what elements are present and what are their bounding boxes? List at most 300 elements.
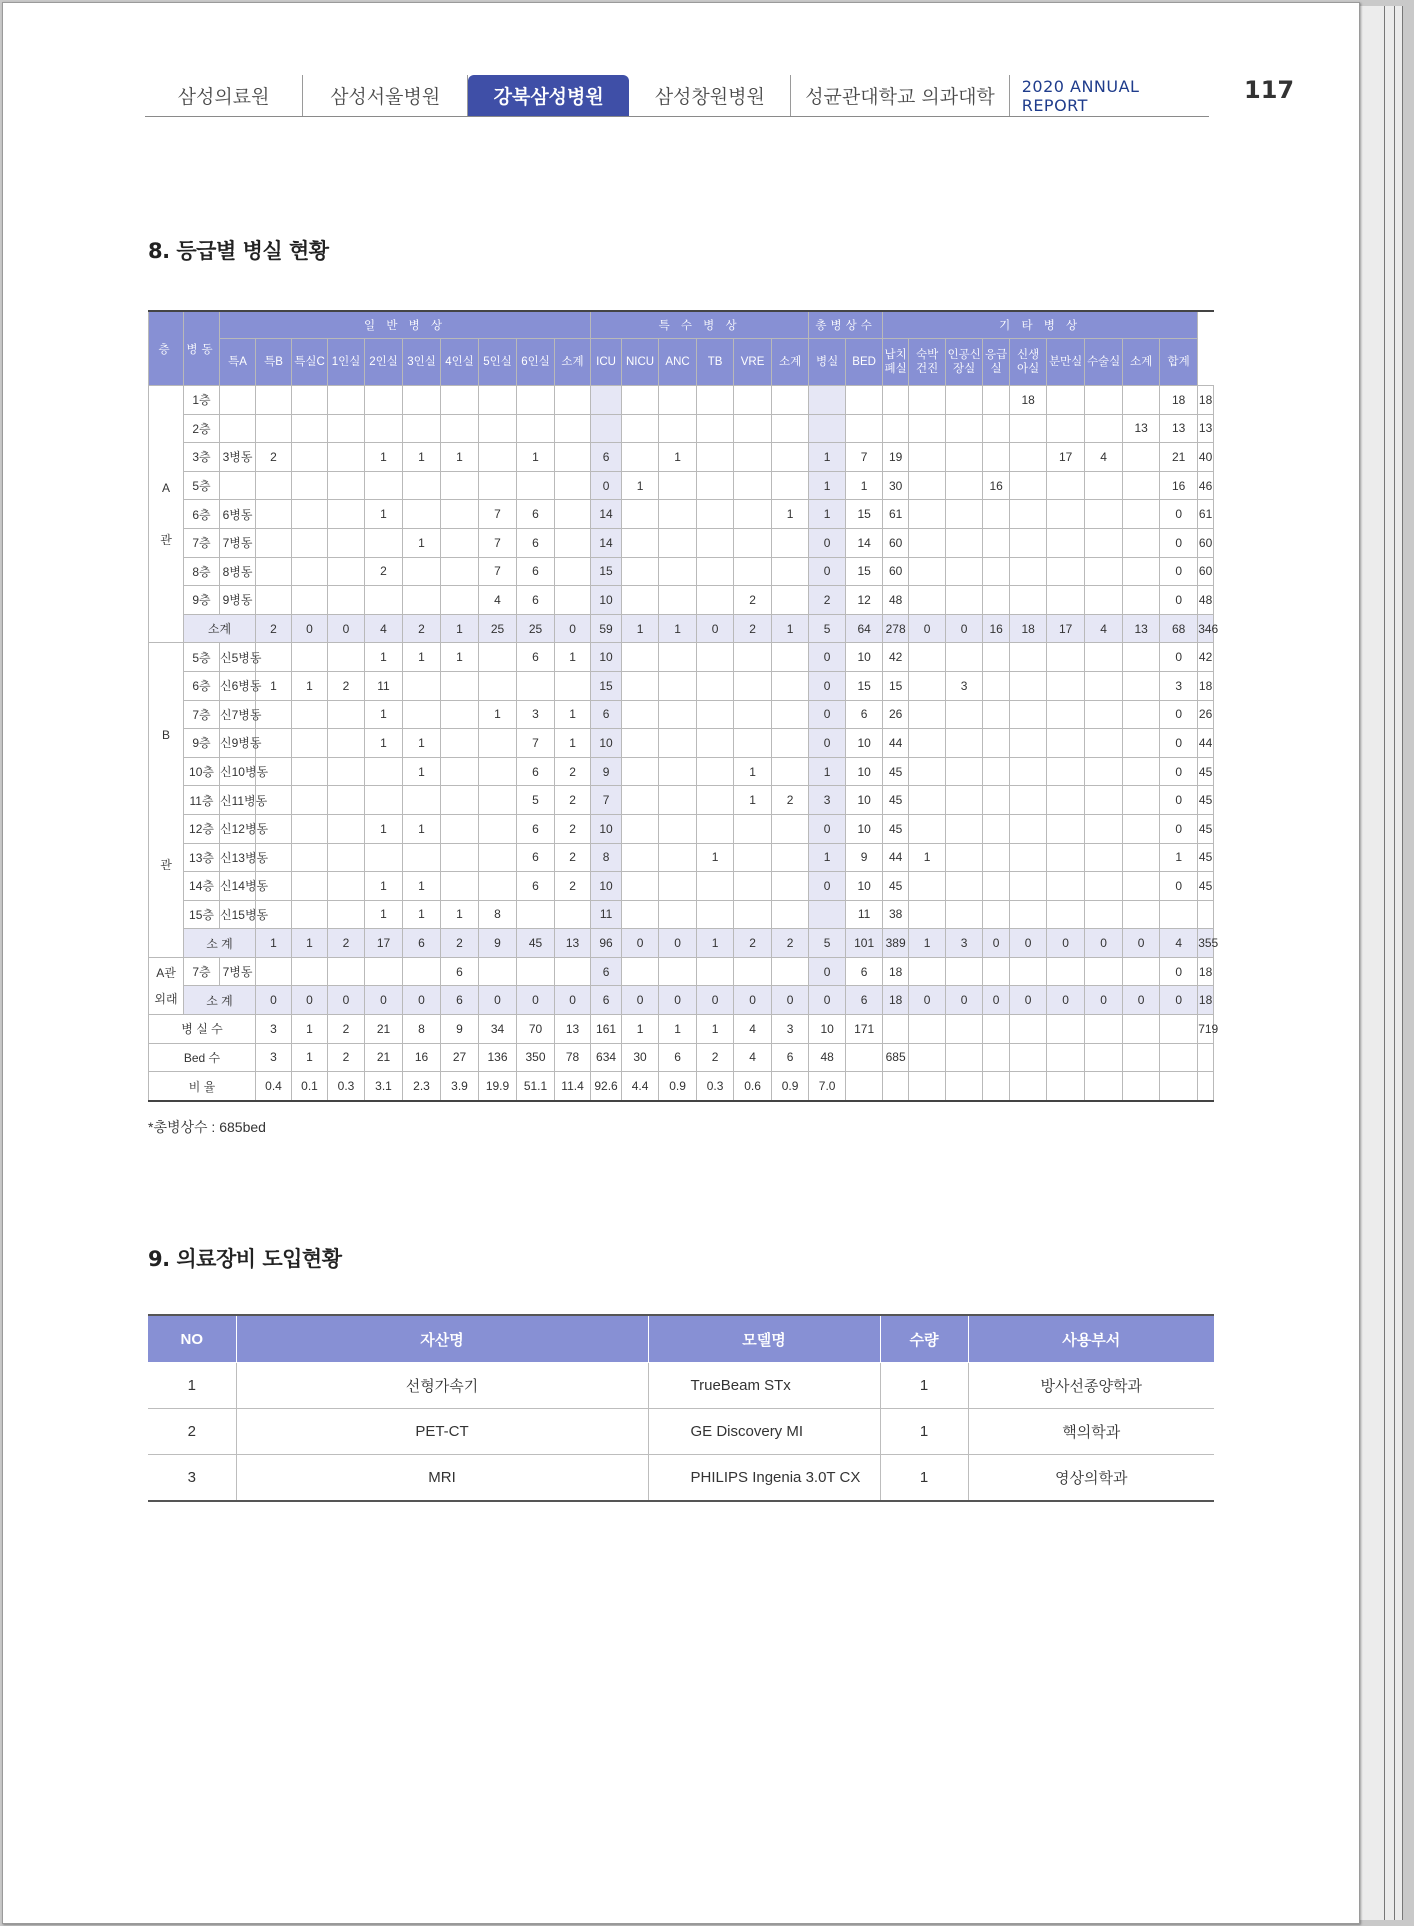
table-cell: 1 — [909, 843, 946, 872]
table-cell — [983, 1072, 1010, 1101]
table-cell: 30 — [883, 471, 909, 500]
table-cell — [328, 786, 365, 815]
table-cell — [1010, 757, 1047, 786]
table-cell: 0 — [659, 986, 697, 1015]
table-cell — [772, 414, 809, 443]
table-cell — [734, 900, 772, 929]
table-cell: 25 — [517, 614, 555, 643]
table-row — [149, 528, 1214, 557]
table-cell — [1123, 643, 1160, 672]
column-header: TB — [697, 339, 734, 386]
table-cell — [772, 900, 809, 929]
table-cell — [697, 729, 734, 758]
table-cell: 0 — [1160, 700, 1198, 729]
table-cell: 1 — [622, 614, 659, 643]
table-cell: 18 — [1010, 386, 1047, 415]
table-cell: 15 — [591, 671, 622, 700]
floor-cell: 9층 — [184, 586, 220, 615]
table-cell — [1123, 700, 1160, 729]
column-header: 응급 실 — [983, 339, 1010, 386]
table-cell: 16 — [983, 471, 1010, 500]
table-cell: 1 — [809, 500, 846, 529]
table-cell — [983, 1043, 1010, 1072]
table-cell — [517, 414, 555, 443]
table-cell: 1 — [256, 929, 292, 958]
table-cell: 6 — [846, 957, 883, 986]
table-cell: 0 — [1010, 986, 1047, 1015]
table-cell: 0 — [909, 986, 946, 1015]
tab-samsung-medical-center[interactable]: 삼성의료원 — [145, 75, 303, 116]
table-cell: 45 — [883, 872, 909, 901]
column-header: 숙박 건진 — [909, 339, 946, 386]
table-cell: 1 — [292, 671, 328, 700]
table-cell: 1 — [697, 1015, 734, 1044]
table-cell — [983, 443, 1010, 472]
floor-cell: 11층 — [184, 786, 220, 815]
hospital-tabs — [145, 75, 1209, 117]
table-cell — [909, 443, 946, 472]
table-cell — [846, 1043, 883, 1072]
table-cell: 16 — [1160, 471, 1198, 500]
table-cell: 7.0 — [809, 1072, 846, 1101]
table-cell: 64 — [846, 614, 883, 643]
table-cell — [1047, 786, 1085, 815]
table-cell — [697, 643, 734, 672]
table-cell: 2 — [555, 843, 591, 872]
table-cell — [946, 443, 983, 472]
table-cell: 34 — [479, 1015, 517, 1044]
table-cell: 11 — [591, 900, 622, 929]
table-cell: 389 — [883, 929, 909, 958]
table-cell — [1010, 671, 1047, 700]
table-cell — [1085, 757, 1123, 786]
table-cell: 45 — [1198, 814, 1214, 843]
table-cell — [1010, 1015, 1047, 1044]
table-cell: 14 — [591, 528, 622, 557]
table-cell — [1047, 843, 1085, 872]
table-cell — [1198, 1043, 1214, 1072]
table-cell — [622, 957, 659, 986]
ward-cell: 신12병동 — [220, 814, 256, 843]
table-cell: 0 — [256, 986, 292, 1015]
table-cell: 0 — [1123, 986, 1160, 1015]
table-row — [149, 843, 1214, 872]
table-cell — [909, 471, 946, 500]
table-cell: 3 — [256, 1043, 292, 1072]
table-cell — [292, 957, 328, 986]
table-cell: 0 — [292, 986, 328, 1015]
table-cell — [403, 586, 441, 615]
table-cell: 27 — [441, 1043, 479, 1072]
table-cell — [659, 586, 697, 615]
table-cell — [946, 471, 983, 500]
table-cell — [734, 643, 772, 672]
table-cell — [1010, 843, 1047, 872]
floor-cell: 3층 — [184, 443, 220, 472]
table-cell: 2 — [734, 586, 772, 615]
table-cell: 0 — [809, 700, 846, 729]
table-cell — [1047, 700, 1085, 729]
table-cell: 11 — [846, 900, 883, 929]
table-cell — [772, 557, 809, 586]
table-cell — [479, 443, 517, 472]
table-cell — [883, 1072, 909, 1101]
table-cell: 0 — [1160, 872, 1198, 901]
table-cell: 0 — [809, 671, 846, 700]
table-cell: 10 — [846, 643, 883, 672]
table-cell — [441, 872, 479, 901]
tab-samsung-seoul-hospital[interactable]: 삼성서울병원 — [303, 75, 468, 116]
table-cell: 3.1 — [365, 1072, 403, 1101]
table-cell — [256, 471, 292, 500]
table-row — [149, 872, 1214, 901]
table-cell: 68 — [1160, 614, 1198, 643]
building-label: A관 외래 — [149, 957, 184, 1014]
table-cell: 15 — [591, 557, 622, 586]
table-cell — [1085, 1015, 1123, 1044]
table-cell: 346 — [1198, 614, 1214, 643]
table-cell — [292, 471, 328, 500]
table-cell: 1 — [1160, 843, 1198, 872]
table-cell: 18 — [1160, 386, 1198, 415]
table-cell — [659, 528, 697, 557]
table-cell: 5 — [809, 614, 846, 643]
table-cell — [441, 414, 479, 443]
table-cell — [772, 957, 809, 986]
table-cell — [909, 814, 946, 843]
ward-cell: 신13병동 — [220, 843, 256, 872]
table-cell — [555, 900, 591, 929]
table-cell — [1085, 900, 1123, 929]
table-cell: 48 — [809, 1043, 846, 1072]
table-cell: 25 — [479, 614, 517, 643]
table-cell — [1047, 1072, 1085, 1101]
table-cell: 26 — [883, 700, 909, 729]
table-cell: 136 — [479, 1043, 517, 1072]
table-cell — [946, 900, 983, 929]
table-cell — [622, 557, 659, 586]
table-cell — [946, 643, 983, 672]
table-cell: 2 — [441, 929, 479, 958]
table-cell — [365, 586, 403, 615]
table-cell: 0 — [1047, 986, 1085, 1015]
table-cell: 3 — [517, 700, 555, 729]
table-cell: 6 — [517, 500, 555, 529]
floor-cell: 7층 — [184, 957, 220, 986]
table-cell — [555, 500, 591, 529]
table-cell: 18 — [883, 986, 909, 1015]
table-cell: 1 — [365, 500, 403, 529]
table-cell: 46 — [1198, 471, 1214, 500]
table-cell: 0 — [1160, 586, 1198, 615]
table-cell: 10 — [846, 729, 883, 758]
table-cell — [1123, 528, 1160, 557]
table-cell — [292, 786, 328, 815]
table-cell — [983, 843, 1010, 872]
equipment-cell: 1 — [880, 1409, 968, 1455]
table-cell — [946, 729, 983, 758]
table-cell: 1 — [403, 814, 441, 843]
table-cell: 685 — [883, 1043, 909, 1072]
table-cell: 1 — [365, 814, 403, 843]
table-cell — [909, 957, 946, 986]
equipment-cell: 영상의학과 — [968, 1455, 1214, 1502]
table-cell: 1 — [292, 1043, 328, 1072]
table-cell: 2 — [328, 929, 365, 958]
table-cell: 21 — [365, 1015, 403, 1044]
table-cell: 1 — [365, 643, 403, 672]
floor-cell: 5층 — [184, 643, 220, 672]
table-cell: 1 — [734, 757, 772, 786]
table-cell: 0 — [734, 986, 772, 1015]
table-cell — [403, 957, 441, 986]
table-cell: 0 — [479, 986, 517, 1015]
table-cell: 1 — [659, 443, 697, 472]
table-cell — [1085, 671, 1123, 700]
table-cell: 4 — [734, 1043, 772, 1072]
table-cell: 6 — [517, 528, 555, 557]
table-cell: 30 — [622, 1043, 659, 1072]
table-cell — [1047, 757, 1085, 786]
table-cell — [479, 786, 517, 815]
ward-cell: 신15병동 — [220, 900, 256, 929]
table-cell: 0 — [555, 614, 591, 643]
table-cell — [1047, 872, 1085, 901]
table-cell: 13 — [555, 929, 591, 958]
table-cell: 1 — [772, 614, 809, 643]
table-cell — [622, 386, 659, 415]
floor-cell: 7층 — [184, 528, 220, 557]
table-cell — [622, 757, 659, 786]
table-cell — [441, 757, 479, 786]
equipment-cell: 방사선종양학과 — [968, 1363, 1214, 1409]
table-cell: 0 — [697, 614, 734, 643]
table-cell: 4 — [1160, 929, 1198, 958]
ward-cell — [220, 414, 256, 443]
total-beds-note: *총병상수 : 685bed — [148, 1119, 266, 1135]
table-cell — [441, 843, 479, 872]
table-cell: 0 — [591, 471, 622, 500]
table-cell — [983, 757, 1010, 786]
table-cell — [328, 729, 365, 758]
table-cell — [772, 729, 809, 758]
summary-row — [149, 1072, 1214, 1101]
table-cell — [909, 757, 946, 786]
table-cell — [1160, 900, 1198, 929]
floor-cell: 14층 — [184, 872, 220, 901]
table-cell: 6 — [846, 700, 883, 729]
table-cell — [479, 843, 517, 872]
table-cell: 1 — [403, 443, 441, 472]
table-cell — [365, 386, 403, 415]
table-cell — [292, 528, 328, 557]
table-cell — [983, 872, 1010, 901]
column-header: 소계 — [1123, 339, 1160, 386]
table-cell — [1085, 500, 1123, 529]
table-cell: 10 — [846, 872, 883, 901]
table-cell: 1 — [256, 671, 292, 700]
table-cell: 8 — [591, 843, 622, 872]
table-cell — [659, 786, 697, 815]
equipment-table — [148, 1314, 1214, 1502]
table-cell: 45 — [517, 929, 555, 958]
table-cell — [659, 414, 697, 443]
floor-cell: 6층 — [184, 671, 220, 700]
table-cell: 10 — [846, 786, 883, 815]
table-cell: 171 — [846, 1015, 883, 1044]
table-cell — [555, 414, 591, 443]
table-cell — [555, 386, 591, 415]
table-cell — [1010, 471, 1047, 500]
table-cell — [622, 443, 659, 472]
table-cell: 4 — [734, 1015, 772, 1044]
column-header: 신생 아실 — [1010, 339, 1047, 386]
table-row — [149, 414, 1214, 443]
table-cell — [292, 443, 328, 472]
table-cell: 13 — [555, 1015, 591, 1044]
table-cell: 0 — [1160, 557, 1198, 586]
table-cell — [659, 386, 697, 415]
table-cell — [1085, 957, 1123, 986]
subtotal-label: 소계 — [184, 614, 256, 643]
table-cell — [479, 957, 517, 986]
table-cell — [734, 471, 772, 500]
table-cell — [1123, 843, 1160, 872]
table-cell — [1085, 586, 1123, 615]
table-cell — [983, 586, 1010, 615]
table-cell — [1047, 1015, 1085, 1044]
table-cell — [697, 500, 734, 529]
subtotal-row — [149, 929, 1214, 958]
table-cell — [441, 586, 479, 615]
table-cell: 6 — [517, 557, 555, 586]
table-cell — [591, 386, 622, 415]
table-cell — [659, 671, 697, 700]
table-cell: 48 — [883, 586, 909, 615]
table-cell — [1123, 386, 1160, 415]
table-cell — [441, 471, 479, 500]
column-header: 특A — [220, 339, 256, 386]
table-cell — [1047, 528, 1085, 557]
table-cell — [809, 414, 846, 443]
table-cell: 60 — [1198, 528, 1214, 557]
table-cell: 13 — [1160, 414, 1198, 443]
table-cell: 17 — [1047, 614, 1085, 643]
table-cell — [1123, 586, 1160, 615]
table-cell — [479, 729, 517, 758]
table-cell: 2 — [555, 872, 591, 901]
table-cell — [734, 671, 772, 700]
table-cell: 0.9 — [772, 1072, 809, 1101]
table-cell — [256, 557, 292, 586]
table-cell — [946, 528, 983, 557]
table-cell: 2 — [772, 929, 809, 958]
table-cell: 6 — [659, 1043, 697, 1072]
tab-samsung-changwon-hospital[interactable]: 삼성창원병원 — [629, 75, 791, 116]
column-header: 1인실 — [328, 339, 365, 386]
ward-cell: 신5병동 — [220, 643, 256, 672]
table-cell — [1047, 386, 1085, 415]
table-cell — [622, 643, 659, 672]
table-cell — [983, 500, 1010, 529]
table-cell: 18 — [1198, 957, 1214, 986]
table-cell — [734, 814, 772, 843]
table-cell — [1085, 386, 1123, 415]
summary-label: Bed 수 — [149, 1043, 256, 1072]
table-cell — [479, 643, 517, 672]
table-cell — [697, 700, 734, 729]
table-cell — [909, 414, 946, 443]
table-cell — [403, 471, 441, 500]
table-row — [149, 700, 1214, 729]
floor-cell: 13층 — [184, 843, 220, 872]
table-cell — [909, 671, 946, 700]
table-cell — [946, 1015, 983, 1044]
table-cell — [734, 557, 772, 586]
table-cell: 11.4 — [555, 1072, 591, 1101]
equipment-cell: 3 — [148, 1455, 236, 1502]
column-header: NICU — [622, 339, 659, 386]
table-cell — [946, 500, 983, 529]
table-cell: 38 — [883, 900, 909, 929]
table-cell — [772, 586, 809, 615]
table-cell — [659, 872, 697, 901]
table-cell — [479, 671, 517, 700]
table-cell — [883, 386, 909, 415]
table-cell — [659, 500, 697, 529]
table-cell — [328, 814, 365, 843]
table-cell: 44 — [883, 729, 909, 758]
equipment-column-header: 사용부서 — [968, 1315, 1214, 1363]
table-cell: 96 — [591, 929, 622, 958]
table-cell — [403, 700, 441, 729]
table-cell — [734, 528, 772, 557]
table-cell — [697, 814, 734, 843]
table-cell — [1123, 757, 1160, 786]
table-row — [149, 957, 1214, 986]
table-cell — [697, 872, 734, 901]
equipment-cell: 1 — [880, 1455, 968, 1502]
table-cell — [1123, 814, 1160, 843]
table-cell: 4 — [1085, 614, 1123, 643]
tab-kangbuk-samsung-hospital[interactable]: 강북삼성병원 — [468, 75, 629, 116]
table-cell — [697, 528, 734, 557]
table-cell: 18 — [1198, 671, 1214, 700]
table-cell: 17 — [365, 929, 403, 958]
table-cell — [659, 643, 697, 672]
equipment-cell: 핵의학과 — [968, 1409, 1214, 1455]
table-cell — [479, 471, 517, 500]
ward-cell — [220, 386, 256, 415]
table-cell: 15 — [883, 671, 909, 700]
table-cell: 0 — [697, 986, 734, 1015]
table-cell — [1085, 729, 1123, 758]
table-cell: 1 — [555, 700, 591, 729]
table-cell — [659, 843, 697, 872]
table-cell: 18 — [1198, 986, 1214, 1015]
table-cell: 13 — [1123, 614, 1160, 643]
table-cell: 0 — [809, 557, 846, 586]
table-cell: 61 — [1198, 500, 1214, 529]
table-cell — [403, 414, 441, 443]
ward-cell: 3병동 — [220, 443, 256, 472]
table-cell — [772, 872, 809, 901]
table-cell: 9 — [441, 1015, 479, 1044]
table-cell — [1047, 900, 1085, 929]
table-cell: 8 — [403, 1015, 441, 1044]
tab-skku-medicine[interactable]: 성균관대학교 의과대학 — [791, 75, 1009, 116]
table-cell — [591, 414, 622, 443]
